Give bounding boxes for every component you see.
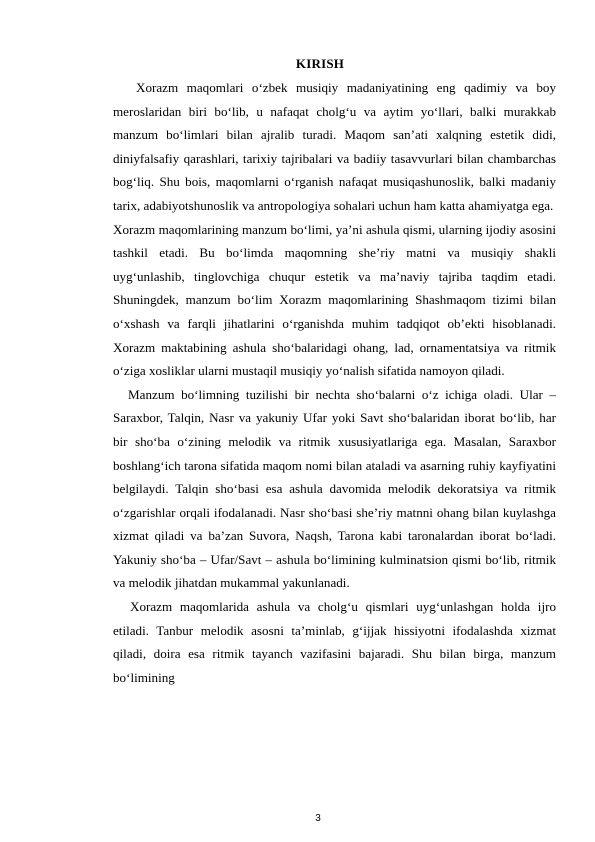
paragraph-2: Xorazm maqomlarining manzum bo‘limi, ya’ni ashula qismi, ularning ijodiy asosini tashkil etadi. Bu bo‘limda maqomning she’riy matni va musiqiy shakli uyg‘unlashib, tinglovchiga chuqur estetik va ma’naviy tajriba taqdim etadi. Shuningdek, manzum bo‘lim Xorazm maqomlarining Shashmaqom tizimi bilan o‘xshash va farqli jihatlarini o‘rganishda muhim tadqiqot ob’ekti hisoblanadi. Xorazm maktabining ashula sho‘balaridagi ohang, lad, ornamentatsiya va ritmik o‘ziga xosliklar ularni mustaqil musiqiy yo‘nalish sifatida namoyon qiladi. — [113, 221, 556, 379]
page-number: 3 — [315, 813, 321, 824]
paragraph-1: Xorazm maqomlari o‘zbek musiqiy madaniyatining eng qadimiy va boy meroslaridan biri bo‘lib, u nafaqat cholg‘u va aytim yo‘llari, balki murakkab manzum bo‘limlari bilan ajralib turadi. Maqom san’ati xalqning estetik didi, diniyfalsafiy qarashlari, tarixiy tajribalari va badiiy tasavvurlari bilan chambarchas bog‘liq. Shu bois, maqomlarni o‘rganish nafaqat musiqashunoslik, balki madaniy tarix, adabiyotshunoslik va antropologiya sohalari uchun ham katta ahamiyatga ega. — [113, 80, 556, 213]
body-text — [113, 76, 556, 689]
paragraph-3: Manzum bo‘limning tuzilishi bir nechta sho‘balarni o‘z ichiga oladi. Ular – Saraxbor, Talqin, Nasr va yakuniy Ufar yoki Savt sho‘balaridan iborat bo‘lib, har bir sho‘ba o‘zining melodik va ritmik xususiyatlariga ega. Masalan, Saraxbor boshlang‘ich tarona sifatida maqom nomi bilan ataladi va asarning ruhiy kayfiyatini belgilaydi. Talqin sho‘basi esa ashula davomida melodik dekoratsiya va ritmik o‘zgarishlar orqali ifodalanadi. Nasr sho‘basi she’riy matnni ohang bilan kuylashga xizmat qiladi va ba’zan Suvora, Naqsh, Tarona kabi taronalardan iborat bo‘ladi. Yakuniy sho‘ba – Ufar/Savt – ashula bo‘limining kulminatsion qismi bo‘lib, ritmik va melodik jihatdan mukammal yakunlanadi. — [113, 386, 556, 591]
paragraph-4: Xorazm maqomlarida ashula va cholg‘u qismlari uyg‘unlashgan holda ijro etiladi. Tanbur melodik asosni ta’minlab, g‘ijjak hissiyotni ifodalashda xizmat qiladi, doira esa ritmik tayanch vazifasini bajaradi. Shu bilan birga, manzum bo‘limining — [113, 599, 556, 685]
page-title: KIRISH — [295, 56, 345, 71]
